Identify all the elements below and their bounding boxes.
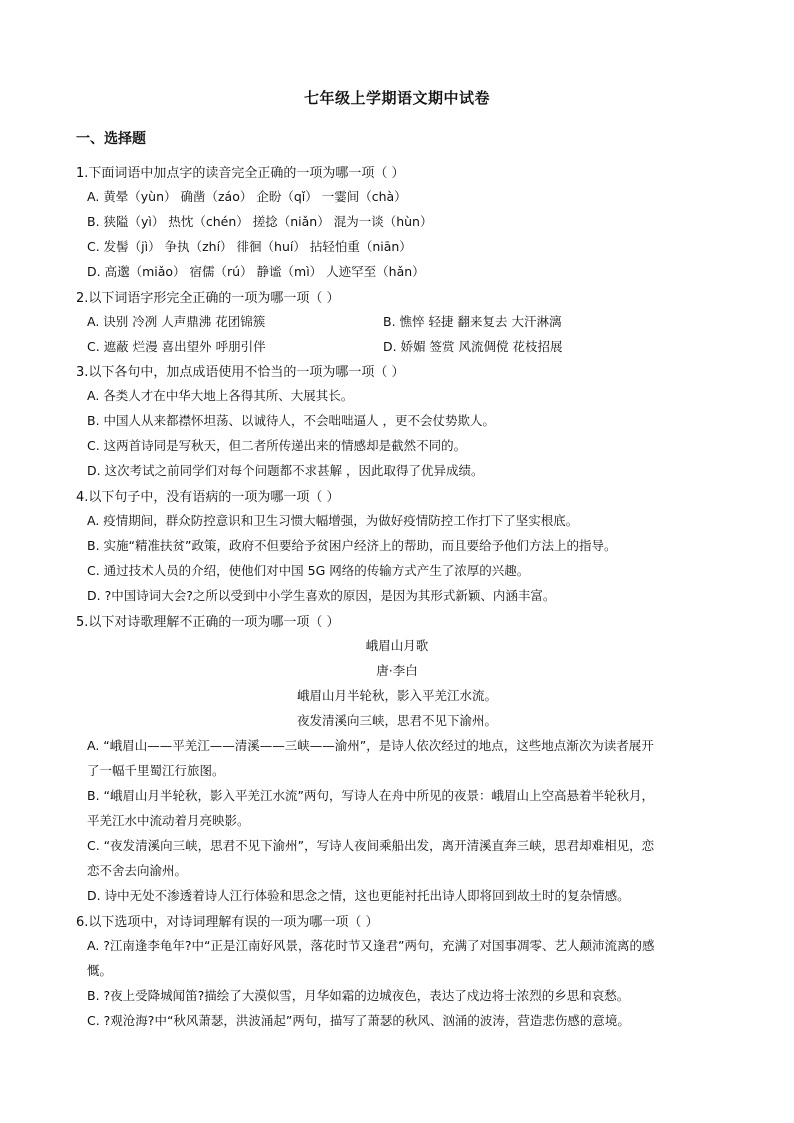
question-5-stem: 5.以下对诗歌理解不正确的一项为哪一项（ ） [76,615,340,630]
question-1-option-a: A. 黄晕（yùn） 确凿（záo） 企盼（qǐ） 一霎间（chà） [87,189,407,204]
question-5-option-b-line-2: 平羌江水中流动着月亮映影。 [87,813,250,828]
question-3-option-a: A. 各类人才在中华大地上各得其所、大展其长。 [87,388,354,403]
poem-author: 唐·李白 [376,663,418,678]
question-5-option-a-line-2: 了一幅千里蜀江行旅图。 [87,763,225,778]
question-5-option-a-line-1: A. “峨眉山——平羌江——清溪——三峡——渝州”，是诗人依次经过的地点，这些地点渐次为读者展开 [87,738,654,753]
question-6-option-b: B. ?夜上受降城闻笛?描绘了大漠似雪，月华如霜的边城夜色，表达了戍边将士浓烈的乡思和哀愁。 [87,988,630,1003]
question-2-option-b: B. 憔悴 轻捷 翻来复去 大汗淋漓 [383,314,562,329]
question-6-option-a-line-2: 慨。 [87,963,113,978]
question-4-option-d: D. ?中国诗词大会?之所以受到中小学生喜欢的原因，是因为其形式新颖、内涵丰富。 [87,588,556,603]
question-5-option-c-line-1: C. “夜发清溪向三峡，思君不见下渝州”，写诗人夜间乘船出发，离开清溪直奔三峡，思君却难相见，恋 [87,838,655,853]
question-5-option-c-line-2: 恋不舍去向渝州。 [87,863,188,878]
question-6-option-a-line-1: A. ?江南逢李龟年?中“正是江南好风景，落花时节又逢君”两句，充满了对国事凋零、艺人颠沛流离的感 [87,938,655,953]
question-5-option-b-line-1: B. “峨眉山月半轮秋，影入平羌江水流”两句，写诗人在舟中所见的夜景：峨眉山上空高悬着半轮秋月， [87,788,654,803]
question-1-option-b: B. 狭隘（yì） 热忱（chén） 搓捻（niǎn） 混为一谈（hùn） [87,214,433,229]
question-1-stem: 1.下面词语中加点字的读音完全正确的一项为哪一项（ ） [76,166,405,181]
poem-line-2: 夜发清溪向三峡，思君不见下渝州。 [296,713,497,728]
question-2-option-a: A. 诀别 冷冽 人声鼎沸 花团锦簇 [87,314,266,329]
question-4-option-a: A. 疫情期间，群众防控意识和卫生习惯大幅增强，为做好疫情防控工作打下了坚实根底。 [87,513,579,528]
question-4-stem: 4.以下句子中，没有语病的一项为哪一项（ ） [76,490,340,505]
question-4-option-c: C. 通过技术人员的介绍，使他们对中国 5G 网络的传输方式产生了浓厚的兴趣。 [87,563,530,578]
section-heading: 一、选择题 [76,131,146,147]
question-5-option-d: D. 诗中无处不渗透着诗人江行体验和思念之情，这也更能衬托出诗人即将回到故土时的复杂情感。 [87,888,630,903]
question-3-option-b: B. 中国人从来都襟怀坦荡、以诚待人，不会咄咄逼人 ，更不会仗势欺人。 [87,413,495,428]
question-6-option-c: C. ?观沧海?中“秋风萧瑟，洪波涌起”两句，描写了萧瑟的秋风、汹涌的波涛，营造悲伤感的意境。 [87,1013,630,1028]
poem-title: 峨眉山月歌 [365,638,429,653]
question-6-stem: 6.以下选项中，对诗词理解有误的一项为哪一项（ ） [76,915,379,930]
question-4-option-b: B. 实施“精准扶贫”政策，政府不但要给予贫困户经济上的帮助，而且要给予他们方法上的指导。 [87,538,617,553]
question-3-stem: 3.以下各句中，加点成语使用不恰当的一项为哪一项（ ） [76,365,405,380]
question-2-stem: 2.以下词语字形完全正确的一项为哪一项（ ） [76,291,340,306]
question-1-option-c: C. 发髻（jì） 争执（zhí） 徘徊（huí） 拈轻怕重（niān） [87,239,412,254]
question-3-option-d: D. 这次考试之前同学们对每个问题都不求甚解 ，因此取得了优异成绩。 [87,463,484,478]
question-2-option-d: D. 娇媚 签赏 风流倜傥 花枝招展 [383,339,563,354]
question-2-option-c: C. 遮蔽 烂漫 喜出望外 呼朋引伴 [87,339,266,354]
question-3-option-c: C. 这两首诗同是写秋天，但二者所传递出来的情感却是截然不同的。 [87,438,467,453]
question-1-option-d: D. 高邈（miǎo） 宿儒（rú） 静谧（mì） 人迹罕至（hǎn） [87,264,425,279]
page-title: 七年级上学期语文期中试卷 [303,89,490,107]
poem-line-1: 峨眉山月半轮秋，影入平羌江水流。 [296,688,497,703]
